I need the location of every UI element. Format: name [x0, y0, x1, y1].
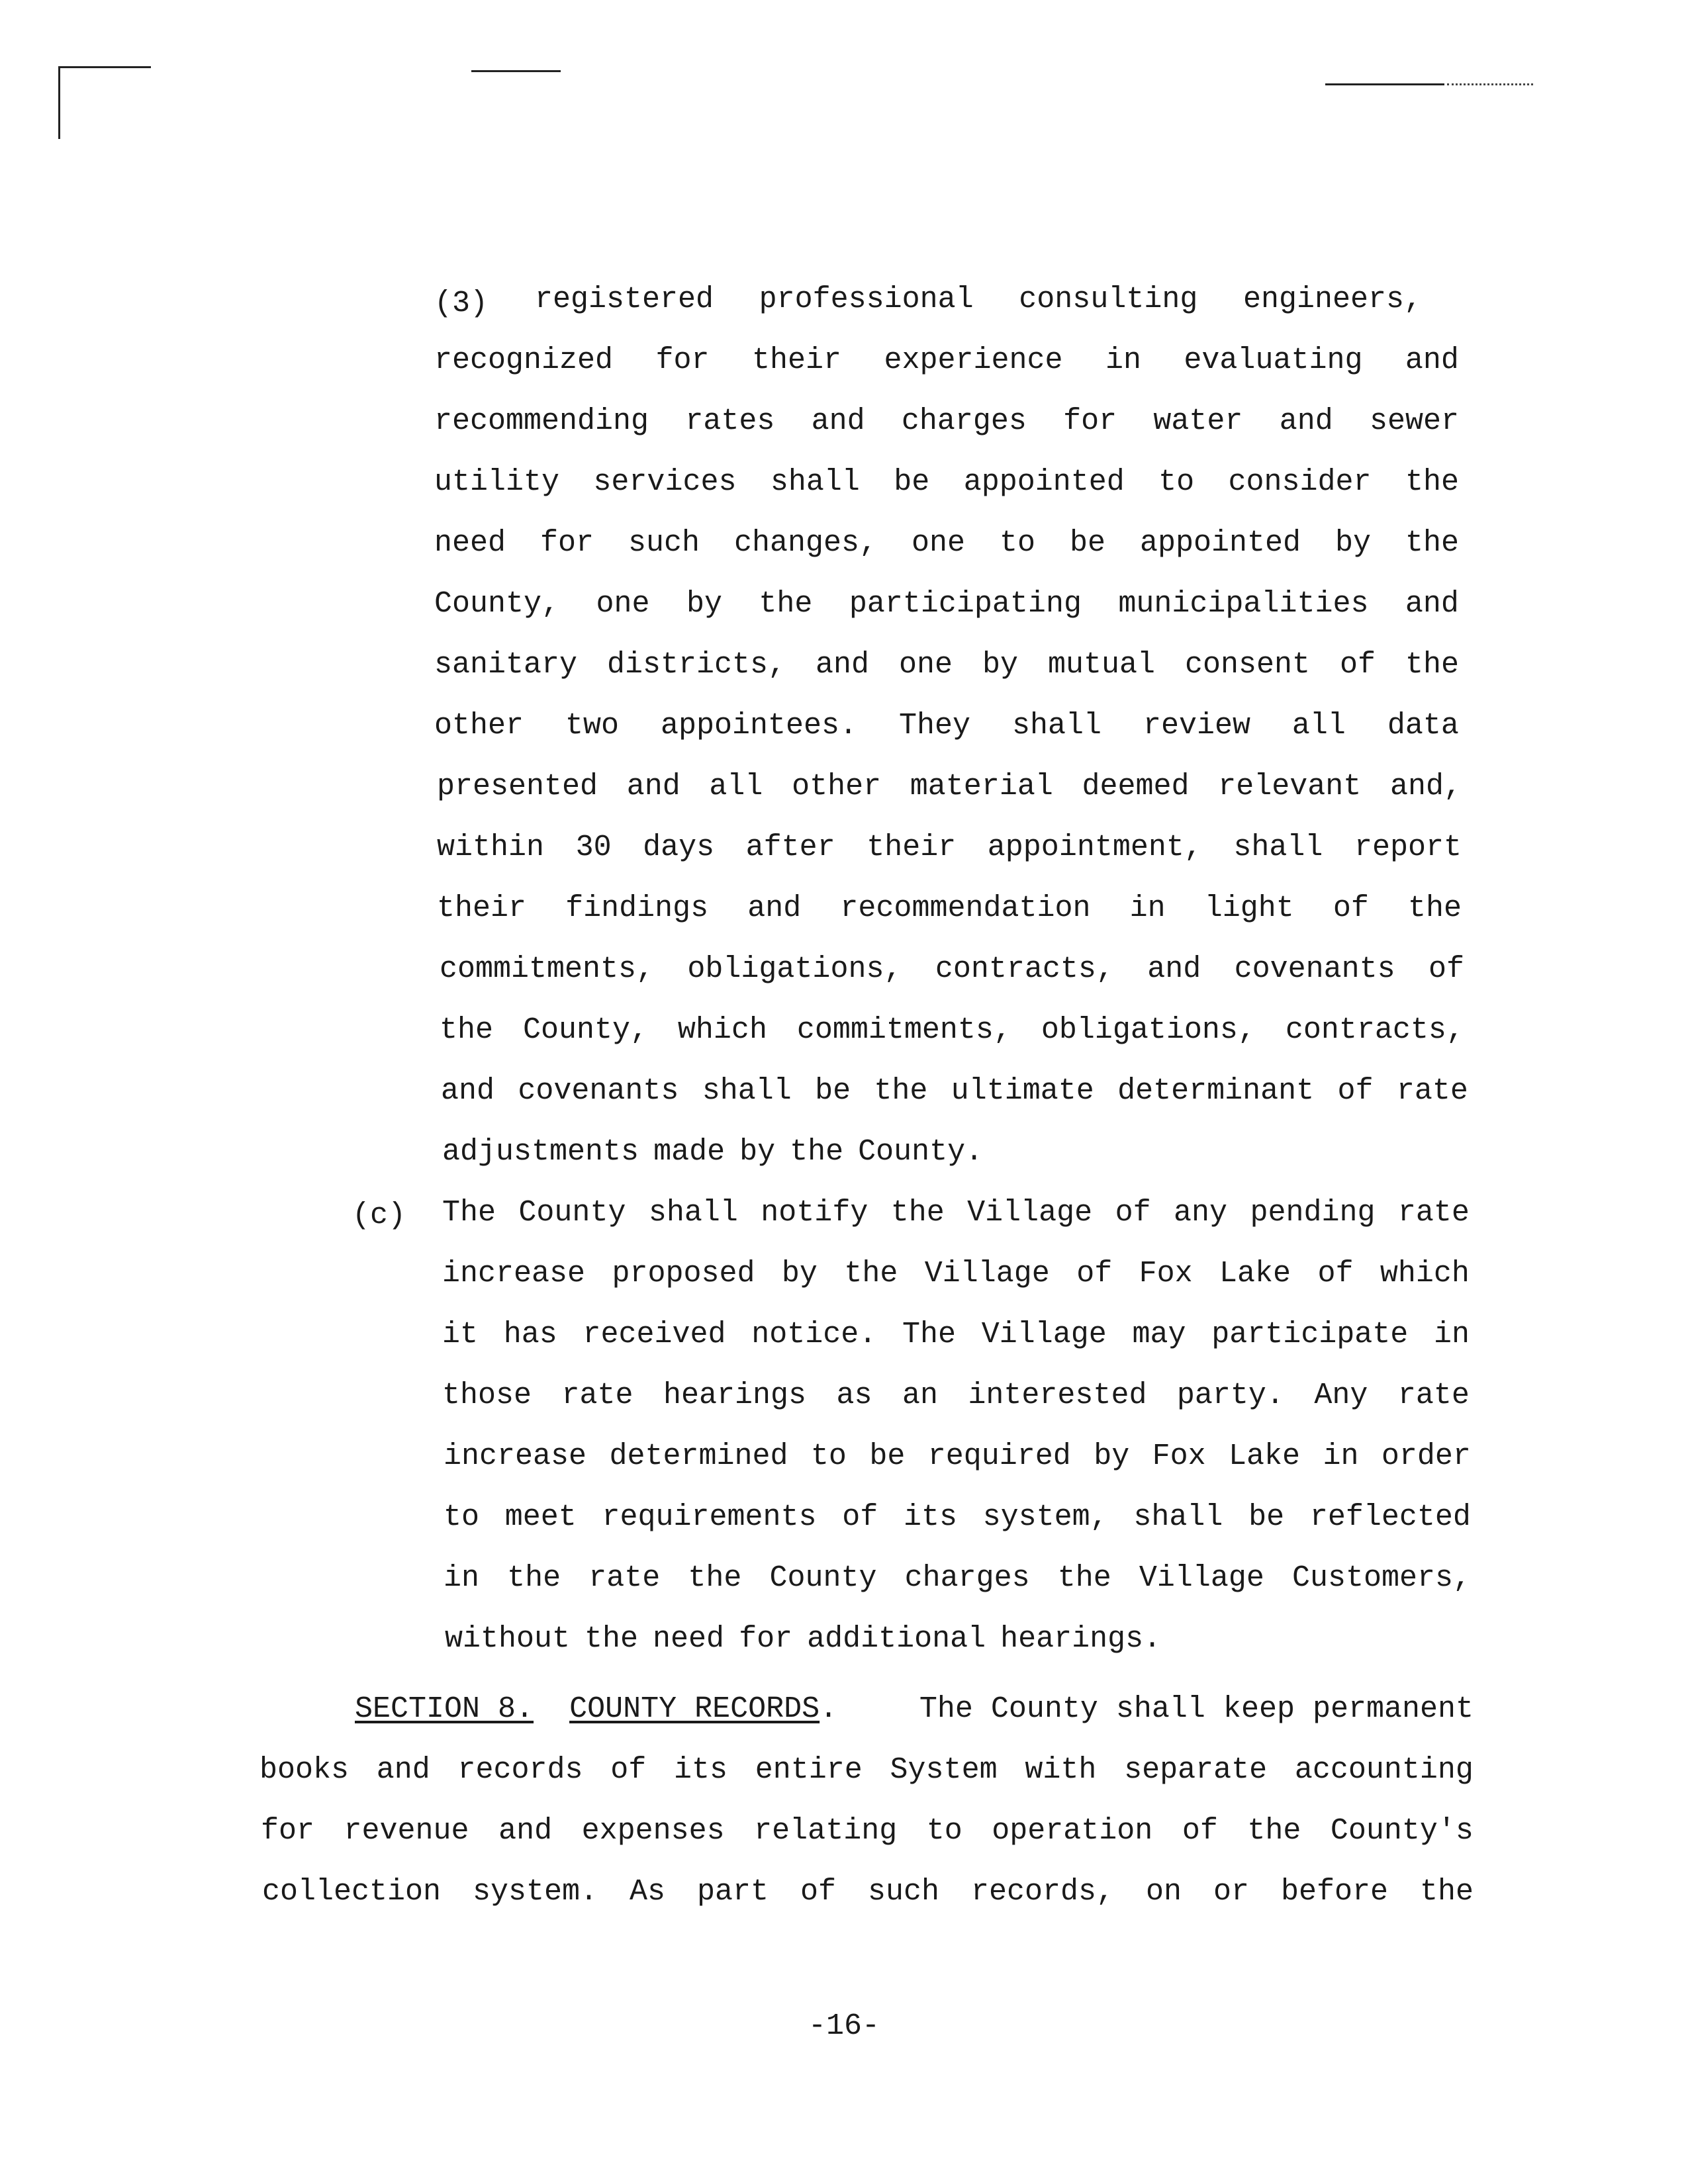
section-8-first-line-text: The County shall keep permanent — [919, 1692, 1474, 1726]
item-c-line-7: in the rate the County charges the Village Customers, — [444, 1561, 1471, 1595]
item-c-line-1: The County shall notify the Village of any pending rate — [442, 1196, 1470, 1230]
item-3-line-4: utility services shall be appointed to consider the — [434, 465, 1459, 499]
section-8-line-4: collection system. As part of such records, on or before the — [262, 1875, 1474, 1909]
item-3-line-1: registered professional consulting engineers, — [535, 283, 1422, 316]
item-3-line-12: commitments, obligations, contracts, and covenants of — [440, 952, 1464, 986]
item-3-line-8: other two appointees. They shall review all data — [434, 709, 1459, 743]
page-number: -16- — [808, 2009, 880, 2043]
item-3-line-7: sanitary districts, and one by mutual consent of the — [434, 648, 1459, 682]
item-3-line-13: the County, which commitments, obligations, contracts, — [440, 1013, 1464, 1047]
item-3-line-9: presented and all other material deemed relevant and, — [437, 770, 1462, 803]
scan-corner-mark-vertical — [58, 66, 60, 139]
item-c-line-2: increase proposed by the Village of Fox Lake of which — [442, 1257, 1470, 1291]
scan-rule-mark-right — [1325, 83, 1444, 85]
section-8-heading — [355, 1694, 837, 1724]
item-c-line-4: those rate hearings as an interested party. Any rate — [442, 1379, 1470, 1412]
item-3-label: (3) — [434, 287, 489, 320]
item-c-label: (c) — [352, 1199, 406, 1232]
section-8-first-line — [355, 1694, 1474, 1724]
section-8-line-2: books and records of its entire System with separate accounting — [259, 1753, 1474, 1787]
section-8-heading-title: COUNTY RECORDS — [569, 1692, 820, 1726]
item-3-line-6: County, one by the participating municipalities and — [434, 587, 1459, 621]
section-8-heading-period: . — [820, 1692, 838, 1726]
item-c-line-5: increase determined to be required by Fox Lake in order — [444, 1439, 1471, 1473]
section-8-line-3: for revenue and expenses relating to operation of the County's — [261, 1814, 1474, 1848]
item-3-line-5: need for such changes, one to be appointed by the — [434, 526, 1459, 560]
section-8-heading-number: SECTION 8. — [355, 1692, 534, 1726]
item-3-line-15: adjustments made by the County. — [442, 1135, 984, 1169]
item-3-line-11: their findings and recommendation in light of the — [437, 891, 1462, 925]
item-c-line-3: it has received notice. The Village may participate in — [442, 1318, 1470, 1351]
item-3-line-10: within 30 days after their appointment, shall report — [437, 831, 1462, 864]
item-c-line-6: to meet requirements of its system, shall be reflected — [444, 1500, 1471, 1534]
item-3-line-2: recognized for their experience in evaluating and — [434, 343, 1459, 377]
item-c-line-8: without the need for additional hearings. — [445, 1622, 1162, 1656]
scan-corner-mark — [58, 66, 151, 68]
scan-rule-mark — [471, 70, 561, 72]
item-3-line-3: recommending rates and charges for water and sewer — [434, 404, 1459, 438]
item-3-line-14: and covenants shall be the ultimate determinant of rate — [441, 1074, 1468, 1108]
scan-dotted-mark — [1447, 83, 1533, 85]
